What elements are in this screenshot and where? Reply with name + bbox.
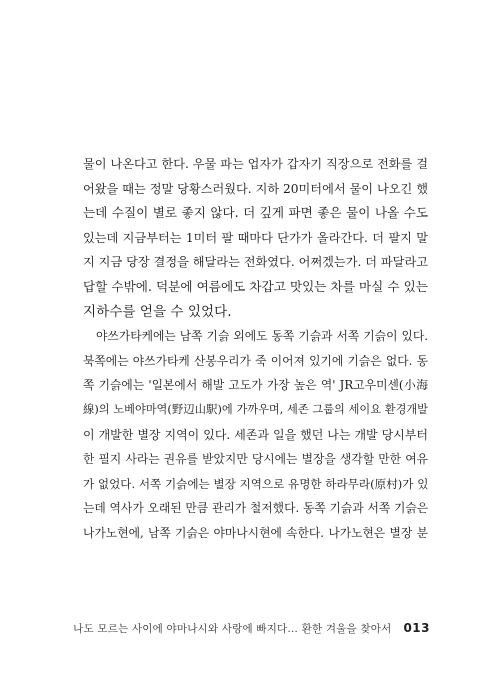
text-line: 있는데 지금부터는 1미터 팔 때마다 단가가 올라간다. 더 팔지 말 <box>83 230 428 245</box>
text-line: 가 없었다. 서쪽 기슭에는 별장 지역으로 유명한 하라무라(原村)가 있 <box>83 476 428 491</box>
text-line: 는데 수질이 별로 좋지 않다. 더 깊게 파면 좋은 물이 나올 수도 <box>83 205 428 221</box>
text-line: 이 개발한 별장 지역이 있다. 세존과 일을 했던 나는 개발 당시부터 <box>83 427 428 442</box>
text-line: 한 필지 사라는 권유를 받았지만 당시에는 별장을 생각할 만한 여유 <box>83 452 428 467</box>
text-line-paragraph-end: 지하수를 얻을 수 있었다. <box>83 303 232 320</box>
text-line: 물이 나온다고 한다. 우물 파는 업자가 갑자기 직장으로 전화를 걸 <box>83 157 428 171</box>
text-line: 나가노현에, 남쪽 기슭은 야마나시현에 속한다. 나가노현은 별장 분 <box>83 525 428 540</box>
text-line: 는데 역사가 오래된 만큼 관리가 철저했다. 동쪽 기슭과 서쪽 기슭은 <box>83 501 428 516</box>
text-line: 지 지금 당장 결정을 해달라는 전화였다. 어쩌겠는가. 더 파달라고 <box>83 255 428 270</box>
text-line: 線)의 노베야마역(野辺山駅)에 가까우며, 세존 그룹의 세이요 환경개발 <box>83 402 428 416</box>
body-text <box>83 152 428 546</box>
page-footer <box>73 620 430 636</box>
text-line: 북쪽에는 야쓰가타케 산봉우리가 죽 이어져 있기에 기슭은 없다. 동 <box>83 353 428 368</box>
text-line: 쪽 기슭에는 '일본에서 해발 고도가 가장 높은 역' JR고우미센(小海 <box>83 378 428 393</box>
text-line: 답할 수밖에. 덕분에 여름에도 차갑고 맛있는 차를 마실 수 있는 <box>83 278 428 294</box>
page-number: 013 <box>403 621 430 635</box>
text-line-paragraph-start: 야쓰가타케에는 남쪽 기슭 외에도 동쪽 기슭과 서쪽 기슭이 있다. <box>96 329 428 344</box>
running-title: 나도 모르는 사이에 야마나시와 사랑에 빠지다… 환한 겨울을 찾아서 <box>73 622 392 635</box>
text-line: 어왔을 때는 정말 당황스러웠다. 지하 20미터에서 물이 나오긴 했 <box>83 181 428 196</box>
